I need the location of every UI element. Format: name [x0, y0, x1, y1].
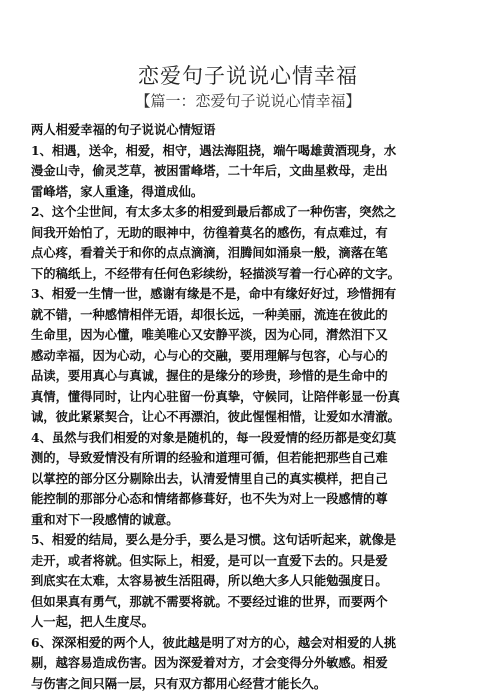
text-line: 品读，要用真心与真诚，握住的是缘分的珍贵，珍惜的是生命中的 — [31, 366, 471, 387]
text-line: 到底实在太难，太容易被生活阻碍，所以绝大多人只能勉强度日。 — [31, 571, 471, 592]
text-line: 诚，彼此紧紧契合，让心不再漂泊，彼此惺惺相惜，让爱如水清澈。 — [31, 407, 471, 428]
text-line: 下的稿纸上，不经带有任何色彩续纷，轻描淡写着一行心碎的文字。 — [31, 264, 471, 285]
text-line: 剔，越容易造成伤害。因为深爱着对方，才会变得分外敏感。相爱 — [31, 653, 471, 674]
text-line: 走开，或者将就。但实际上，相爱，是可以一直爱下去的。只是爱 — [31, 551, 471, 572]
text-line: 以掌控的部分区分剔除出去，认清爱情里自己的真实模样，把自己 — [31, 469, 471, 490]
text-line: 2、这个尘世间，有太多太多的相爱到最后都成了一种伤害，突然之 — [31, 202, 471, 223]
text-line: 真情，懂得同时，让内心驻留一份真挚，守候同，让陪伴彰显一份真 — [31, 387, 471, 408]
document-body — [31, 120, 471, 694]
text-line: 人一起，把人生度尽。 — [31, 612, 471, 633]
text-line: 1、相遇，送伞，相爱，相守，遇法海阻挠，端午喝雄黄酒现身，水 — [31, 141, 471, 162]
text-line: 能控制的那部分心态和情绪都修葺好，也不失为对上一段感情的尊 — [31, 489, 471, 510]
document-title: 恋爱句子说说心情幸福 — [0, 60, 496, 90]
document-subtitle: 【篇一：恋爱句子说说心情幸福】 — [0, 90, 496, 111]
text-line: 间我开始怕了，无助的眼神中，彷徨着莫名的感伤，有点难过，有 — [31, 223, 471, 244]
text-line: 3、相爱一生情一世，感谢有缘是不是，命中有缘好好过，珍惜拥有 — [31, 284, 471, 305]
text-line: 就不错，一种感情相伴无语，却很长远，一种美丽，流连在彼此的 — [31, 305, 471, 326]
text-line: 感动幸福，因为心动，心与心的交融，要用理解与包容，心与心的 — [31, 346, 471, 367]
text-line: 重和对下一段感情的诚意。 — [31, 510, 471, 531]
text-line: 与伤害之间只隔一层，只有双方都用心经营才能长久。 — [31, 674, 471, 694]
text-line: 4、虽然与我们相爱的对象是随机的，每一段爱情的经历都是变幻莫 — [31, 428, 471, 449]
text-line: 5、相爱的结局，要么是分手，要么是习惯。这句话听起来，就像是 — [31, 530, 471, 551]
text-line: 雷峰塔，家人重逢，得道成仙。 — [31, 182, 471, 203]
text-line: 测的，导致爱情没有所谓的经验和道理可循，但若能把那些自己难 — [31, 448, 471, 469]
text-line: 漫金山寺，偷灵芝草，被困雷峰塔，二十年后，文曲星救母，走出 — [31, 161, 471, 182]
text-line: 6、深深相爱的两个人，彼此越是明了对方的心，越会对相爱的人挑 — [31, 633, 471, 654]
heading-line: 两人相爱幸福的句子说说心情短语 — [31, 120, 471, 141]
text-line: 生命里，因为心懂，唯美唯心又安静平淡，因为心同，潸然泪下又 — [31, 325, 471, 346]
text-line: 但如果真有勇气，那就不需要将就。不要经过谁的世界，而要两个 — [31, 592, 471, 613]
text-line: 点心疼，看着关于和你的点点滴滴，泪腾间如涌泉一般，滴落在笔 — [31, 243, 471, 264]
